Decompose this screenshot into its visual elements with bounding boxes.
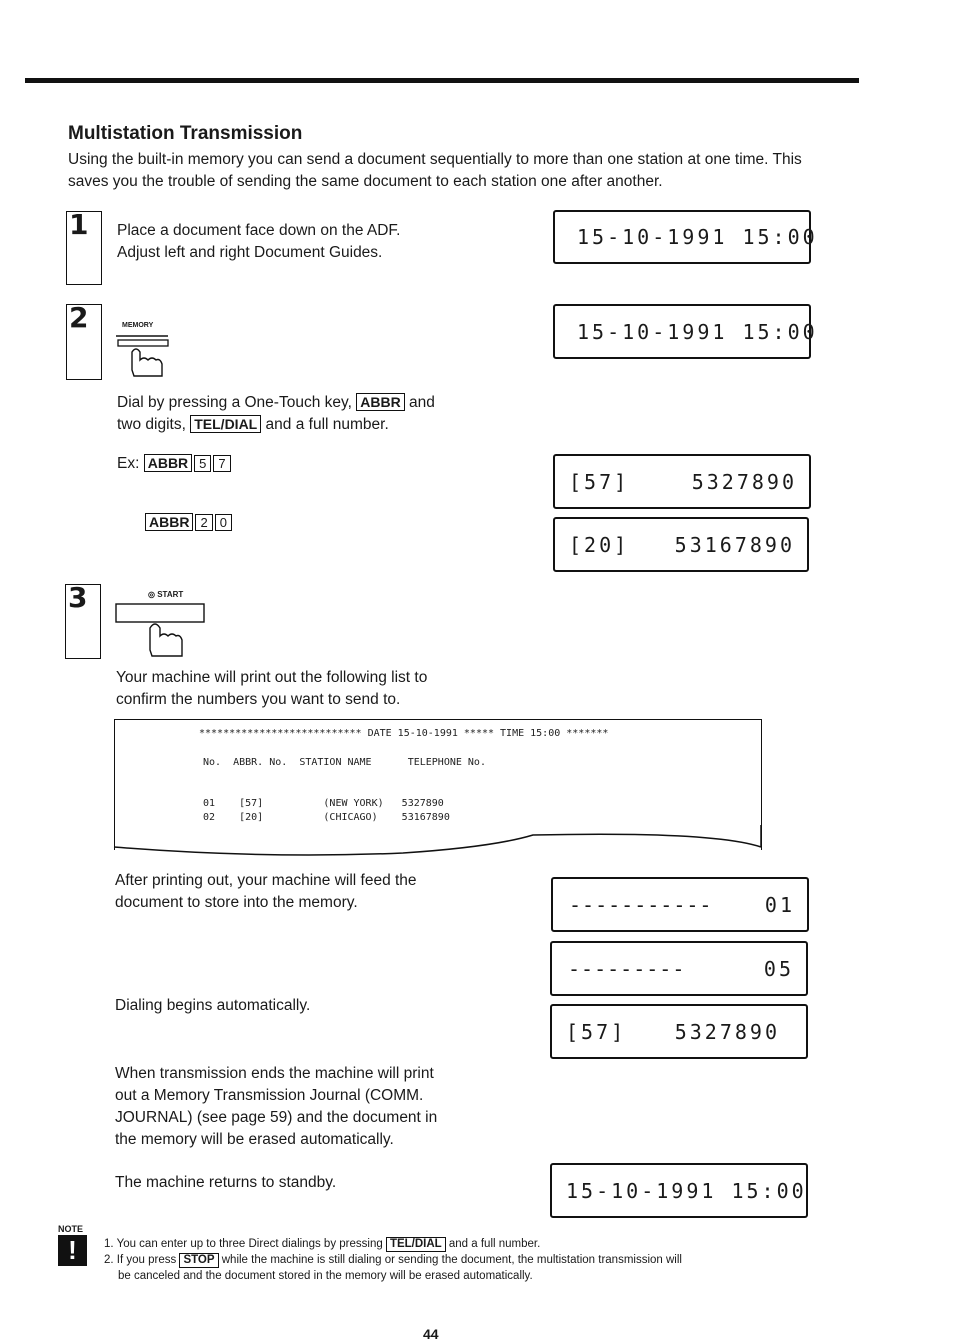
step-number: 3 [68, 581, 88, 614]
step-3-text [116, 667, 427, 711]
abbr-key: ABBR [145, 513, 193, 531]
section-title: Multistation Transmission [68, 123, 303, 144]
transmission-line: When transmission ends the machine will print [115, 1065, 434, 1082]
lcd-display-standby-final [550, 1163, 808, 1218]
lcd-text: 15-10-1991 15:00 [566, 1178, 807, 1203]
top-rule [25, 78, 859, 83]
example-prefix: Ex: [117, 455, 140, 472]
note-text [104, 1236, 824, 1284]
step-number: 2 [69, 301, 89, 334]
step-3-line2: confirm the numbers you want to send to. [116, 691, 401, 708]
step-1-line2: Adjust left and right Document Guides. [117, 244, 383, 261]
digit-key-7: 7 [213, 455, 230, 472]
step-number: 1 [69, 208, 89, 241]
lcd-display-example-1 [553, 454, 811, 509]
lcd-count: 01 [764, 892, 795, 917]
standby-text: The machine returns to standby. [115, 1174, 337, 1191]
lcd-display-standby-1 [553, 210, 818, 264]
lcd-count: 05 [763, 956, 794, 981]
after-print-line1: After printing out, your machine will feed the [115, 872, 417, 889]
transmission-end-text [115, 1063, 437, 1151]
note-2-text-c: be canceled and the document stored in the memory will be erased automatically. [118, 1270, 533, 1282]
transmission-line: the memory will be erased automatically. [115, 1131, 394, 1148]
after-print-text [115, 870, 417, 914]
lcd-number: 53167890 [674, 532, 795, 557]
note-1-text-b: and a full number. [448, 1238, 541, 1250]
lcd-display-standby-2 [553, 304, 818, 359]
note-1-text-a: 1. You can enter up to three Direct dialings by pressing [104, 1238, 383, 1250]
memory-key-press-icon [116, 322, 176, 380]
example-1 [117, 453, 231, 475]
example-2 [145, 512, 232, 534]
printout-columns: No. ABBR. No. STATION NAME TELEPHONE No. [203, 757, 486, 768]
step-1-line1: Place a document face down on the ADF. [117, 222, 401, 239]
step-2-marker [66, 301, 102, 380]
lcd-number: 5327890 [674, 1019, 780, 1044]
step-1-marker [66, 208, 102, 285]
digit-key-5: 5 [194, 455, 211, 472]
lcd-abbr: [57] [566, 1019, 627, 1044]
note-2-text-a: 2. If you press [104, 1254, 177, 1266]
printout-header: *************************** DATE 15-10-1991 ***** TIME 15:00 ******* [199, 728, 609, 739]
memory-key-label: MEMORY [122, 322, 154, 329]
after-print-line2: document to store into the memory. [115, 894, 358, 911]
step-3-line1: Your machine will print out the following list to [116, 669, 428, 686]
start-key-press-icon [114, 590, 209, 656]
note-2-text-b: while the machine is still dialing or sending the document, the multistation transmission will [221, 1254, 682, 1266]
step-1-text [117, 220, 400, 264]
abbr-key: ABBR [356, 393, 404, 411]
lcd-text: 15-10-1991 15:00 [577, 319, 818, 344]
lcd-abbr: [57] [569, 469, 630, 494]
lcd-display-feed-2 [550, 941, 808, 996]
printout-row: 02 [20] (CHICAGO) 53167890 [203, 812, 450, 823]
step-2-instructions [117, 392, 477, 436]
lcd-number: 5327890 [691, 469, 797, 494]
digit-key-2: 2 [195, 514, 212, 531]
lcd-display-example-2 [553, 517, 809, 572]
lcd-display-dialing [550, 1004, 808, 1059]
step-2-text-c: two digits, [117, 416, 186, 433]
step-2-text-a: Dial by pressing a One-Touch key, [117, 394, 352, 411]
printout-torn-edge [113, 825, 763, 860]
step-2-text-d: and a full number. [265, 416, 389, 433]
lcd-text: 15-10-1991 15:00 [577, 225, 818, 249]
teldial-key: TEL/DIAL [386, 1237, 446, 1252]
lcd-progress-dashes: --------- [568, 956, 686, 981]
note-exclamation-icon: ! [58, 1235, 87, 1266]
step-2-text-b: and [409, 394, 435, 411]
step-3-marker [65, 581, 101, 659]
teldial-key: TEL/DIAL [190, 415, 261, 433]
stop-key: STOP [179, 1253, 218, 1268]
transmission-line: out a Memory Transmission Journal (COMM. [115, 1087, 424, 1104]
note-label: NOTE [58, 1224, 84, 1234]
printout-row: 01 [57] (NEW YORK) 5327890 [203, 798, 444, 809]
intro-paragraph: Using the built-in memory you can send a document sequentially to more than one station at one time. This saves you the trouble of sending the same document to each station one after another. [68, 151, 802, 190]
transmission-line: JOURNAL) (see page 59) and the document in [115, 1109, 438, 1126]
page-number: 44 [423, 1326, 439, 1342]
lcd-abbr: [20] [569, 532, 630, 557]
start-key-label: ◎ START [148, 590, 184, 599]
lcd-progress-dashes: ----------- [569, 892, 713, 917]
lcd-display-feed-1 [551, 877, 809, 932]
abbr-key: ABBR [144, 454, 192, 472]
dialing-text: Dialing begins automatically. [115, 997, 311, 1014]
digit-key-0: 0 [215, 514, 232, 531]
start-label-text: START [157, 590, 184, 599]
